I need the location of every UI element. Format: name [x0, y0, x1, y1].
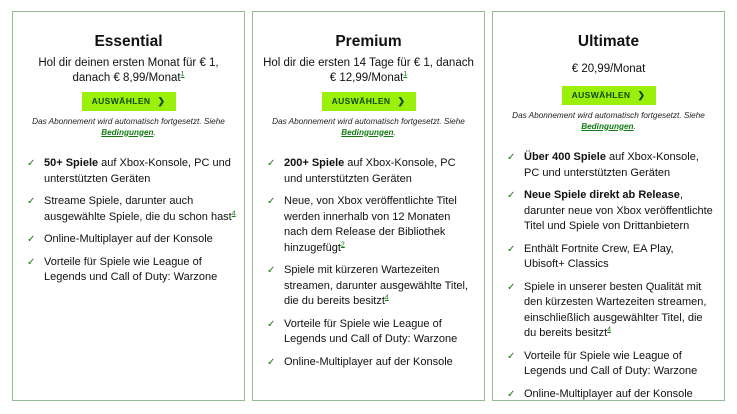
feature-item: ✓ Neue Spiele direkt ab Release, darunter neue von Xbox veröffentlichte Titel und Spiele von Drittanbietern — [507, 189, 713, 232]
footnote-link[interactable]: 4 — [231, 209, 236, 217]
check-icon: ✓ — [267, 265, 276, 276]
plan-card-ultimate — [492, 11, 725, 401]
feature-item: ✓ Streame Spiele, darunter auch ausgewählte Spiele, die du schon hast$^4$ — [27, 195, 236, 223]
feature-item: ✓ Enthält Fortnite Crew, EA Play, Ubisoft+ Classics — [507, 242, 674, 270]
check-icon: ✓ — [267, 158, 276, 169]
auto-renew-note: Das Abonnement wird automatisch fortgesetzt. Siehe Bedingungen. — [32, 117, 225, 137]
plan-price: € 20,99/Monat — [571, 63, 646, 75]
feature-item: ✓ Vorteile für Spiele wie League of Legends und Call of Duty: Warzone — [267, 317, 458, 345]
feature-item: ✓ Online-Multiplayer auf der Konsole — [267, 355, 476, 371]
auto-renew-note: Das Abonnement wird automatisch fortgesetzt. Siehe Bedingungen. — [272, 117, 465, 137]
check-icon: ✓ — [507, 388, 516, 400]
feature-item: ✓ Spiele mit kürzeren Wartezeiten streamen, darunter ausgewählte Titel, die du bereits besitzt$^4$ — [267, 264, 469, 307]
plan-card-premium — [252, 11, 485, 401]
plan-title: Premium — [335, 33, 402, 50]
plan-price: Hol dir deinen ersten Monat für € 1, danach € 8,99/Monat$^1$ — [38, 57, 219, 84]
select-essential-button[interactable]: AUSWÄHLEN ❯ — [82, 92, 176, 111]
feature-list — [267, 156, 476, 370]
plan-title: Ultimate — [577, 33, 640, 50]
feature-list — [507, 150, 716, 402]
chevron-right-icon: ❯ — [157, 96, 166, 106]
footnote-link[interactable]: 1 — [403, 71, 408, 79]
check-icon: ✓ — [27, 256, 36, 268]
chevron-right-icon: ❯ — [637, 90, 646, 100]
plan-card-essential — [12, 11, 245, 401]
footnote-link[interactable]: 4 — [607, 326, 612, 334]
check-icon: ✓ — [27, 196, 36, 207]
feature-item: ✓ 50+ Spiele auf Xbox-Konsole, PC und unterstützten Geräten — [27, 157, 231, 185]
footnote-link[interactable]: 1 — [180, 71, 185, 79]
feature-item: ✓ Über 400 Spiele auf Xbox-Konsole, PC und unterstützten Geräten — [507, 151, 699, 179]
terms-link[interactable]: Bedingungen — [581, 121, 634, 131]
select-premium-button[interactable]: AUSWÄHLEN ❯ — [322, 92, 416, 111]
feature-item: ✓ Vorteile für Spiele wie League of Legends und Call of Duty: Warzone — [507, 349, 698, 377]
chevron-right-icon: ❯ — [397, 96, 406, 106]
check-icon: ✓ — [507, 152, 516, 163]
check-icon: ✓ — [507, 243, 516, 255]
plan-title: Essential — [94, 33, 163, 50]
terms-link[interactable]: Bedingungen — [341, 127, 394, 137]
feature-item: ✓ Online-Multiplayer auf der Konsole — [27, 232, 236, 248]
check-icon: ✓ — [267, 318, 276, 330]
check-icon: ✓ — [507, 190, 516, 201]
footnote-link[interactable]: 4 — [384, 294, 389, 302]
check-icon: ✓ — [27, 234, 36, 245]
select-ultimate-button[interactable]: AUSWÄHLEN ❯ — [562, 86, 656, 105]
feature-item: ✓ Neue, von Xbox veröffentlichte Titel werden innerhalb von 12 Monaten nach dem Release der Bibliothek hinzugefügt$^2$ — [267, 195, 457, 254]
check-icon: ✓ — [267, 196, 276, 207]
plan-price: Hol dir die ersten 14 Tage für € 1, danach € 12,99/Monat$^1$ — [263, 57, 474, 84]
check-icon: ✓ — [27, 158, 36, 169]
check-icon: ✓ — [267, 356, 276, 368]
feature-list — [27, 156, 236, 286]
auto-renew-note: Das Abonnement wird automatisch fortgesetzt. Siehe Bedingungen. — [512, 111, 705, 131]
feature-item: ✓ Spiele in unserer besten Qualität mit den kürzesten Wartezeiten streamen, einschließlich ausgewählter Titel, die du bereits besitzt$^4$ — [507, 280, 707, 339]
check-icon: ✓ — [507, 350, 516, 362]
feature-item: ✓ 200+ Spiele auf Xbox-Konsole, PC und unterstützten Geräten — [267, 157, 456, 185]
terms-link[interactable]: Bedingungen — [101, 127, 154, 137]
check-icon: ✓ — [507, 281, 516, 293]
footnote-link[interactable]: 2 — [340, 240, 345, 248]
feature-item: ✓ Online-Multiplayer auf der Konsole — [507, 387, 716, 403]
feature-item: ✓ Vorteile für Spiele wie League of Legends und Call of Duty: Warzone — [27, 255, 218, 283]
